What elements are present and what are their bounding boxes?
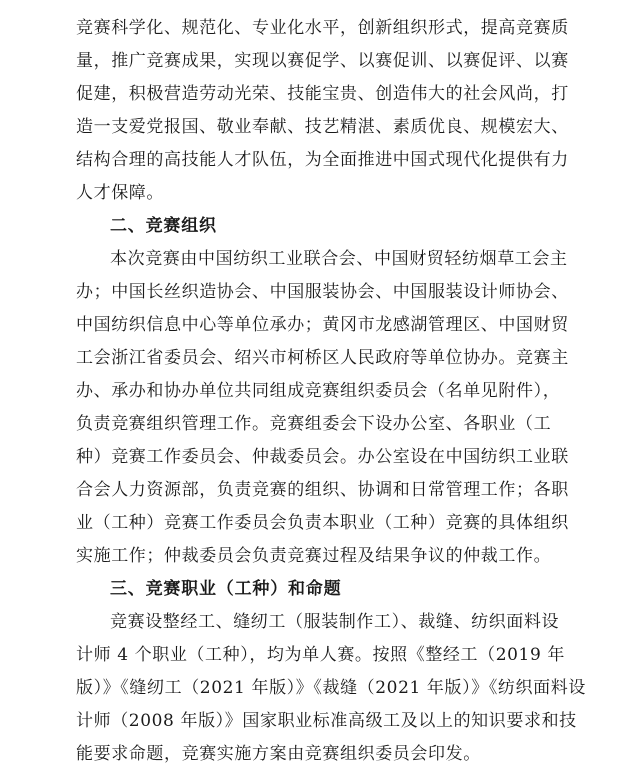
text-line: 办；中国长丝织造协会、中国服装协会、中国服装设计师协会、 (76, 282, 569, 302)
text-line: 竞赛科学化、规范化、专业化水平，创新组织形式，提高竞赛质 (76, 18, 569, 38)
text-line: 实施工作；仲裁委员会负责竞赛过程及结果争议的仲裁工作。 (76, 546, 552, 566)
text-line: 工会浙江省委员会、绍兴市柯桥区人民政府等单位协办。竞赛主 (76, 348, 569, 368)
text-line: 竞赛设整经工、缝纫工（服装制作工）、裁缝、纺织面料设 (110, 612, 560, 632)
section-heading: 三、竞赛职业（工种）和命题 (110, 579, 342, 599)
text-line: 量，推广竞赛成果，实现以赛促学、以赛促训、以赛促评、以赛 (76, 51, 569, 71)
text-line: 造一支爱党报国、敬业奉献、技艺精湛、素质优良、规模宏大、 (76, 117, 569, 137)
text-line: 计师 4 个职业（工种），均为单人赛。按照《整经工（2019 年 (76, 645, 565, 665)
text-line: 合会人力资源部，负责竞赛的组织、协调和日常管理工作；各职 (76, 480, 569, 500)
text-line: 能要求命题，竞赛实施方案由竞赛组织委员会印发。 (76, 744, 481, 764)
section-paragraph (76, 243, 569, 573)
text-line: 本次竞赛由中国纺织工业联合会、中国财贸轻纺烟草工会主 (110, 249, 568, 269)
text-line: 人才保障。 (76, 183, 164, 203)
text-line: 中国纺织信息中心等单位承办；黄冈市龙感湖管理区、中国财贸 (76, 315, 569, 335)
intro-paragraph (76, 12, 569, 210)
text-line: 负责竞赛组织管理工作。竞赛组委会下设办公室、各职业（工 (76, 414, 552, 434)
text-line: 计师（2008 年版）》国家职业标准高级工及以上的知识要求和技 (76, 711, 577, 731)
text-line: 促建，积极营造劳动光荣、技能宝贵、创造伟大的社会风尚，打 (76, 84, 569, 104)
text-line: 业（工种）竞赛工作委员会负责本职业（工种）竞赛的具体组织 (76, 513, 569, 533)
section-heading: 二、竞赛组织 (110, 216, 217, 236)
text-line: 种）竞赛工作委员会、仲裁委员会。办公室设在中国纺织工业联 (76, 447, 569, 467)
section-paragraph (76, 606, 586, 771)
text-line: 版）》《缝纫工（2021 年版）》《裁缝（2021 年版）》《纺织面料设 (76, 678, 586, 698)
text-line: 办、承办和协办单位共同组成竞赛组织委员会（名单见附件）， (76, 381, 561, 401)
text-line: 结构合理的高技能人才队伍，为全面推进中国式现代化提供有力 (76, 150, 569, 170)
